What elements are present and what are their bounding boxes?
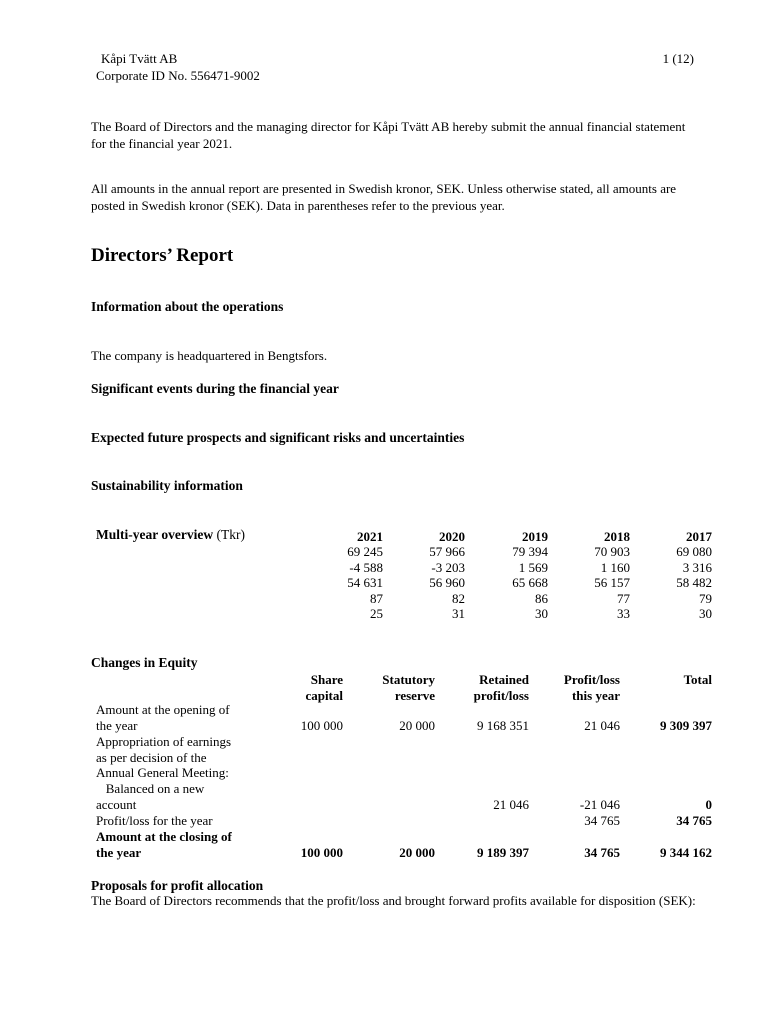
table-cell-total: 0	[705, 797, 712, 812]
column-header: Retained	[479, 672, 529, 687]
row-label: Appropriation of earnings	[96, 734, 232, 749]
company-name: Kåpi Tvätt AB	[101, 51, 178, 66]
column-header: Total	[683, 672, 712, 687]
row-label: Amount at the closing of	[96, 829, 232, 844]
intro-paragraph-2: All amounts in the annual report are presented in Swedish kronor, SEK. Unless otherwise stated, all amounts are posted in Swedish kronor (SEK). Data in parentheses refer to the previous year.	[91, 181, 677, 213]
operations-heading: Information about the operations	[91, 299, 284, 314]
report-title: Directors’ Report	[91, 245, 234, 266]
row-label: Annual General Meeting:	[96, 765, 229, 780]
equity-title: Changes in Equity	[91, 655, 198, 670]
table-cell: 20 000	[399, 718, 435, 733]
table-cell: 3 316	[682, 560, 712, 575]
table-cell: 25	[370, 606, 383, 621]
table-cell: 54 631	[347, 575, 383, 590]
column-header: profit/loss	[473, 688, 529, 703]
table-cell: 86	[535, 591, 548, 606]
table-cell: -21 046	[579, 797, 620, 812]
table-cell: 100 000	[300, 845, 343, 860]
column-header: this year	[571, 688, 620, 703]
table-cell: 34 765	[584, 845, 620, 860]
row-label: Balanced on a new	[96, 781, 205, 796]
table-cell: 100 000	[300, 718, 343, 733]
corporate-id: Corporate ID No. 556471-9002	[96, 68, 260, 83]
table-cell: -3 203	[431, 560, 465, 575]
table-cell: 57 966	[429, 544, 465, 559]
row-label: account	[96, 797, 137, 812]
events-heading: Significant events during the financial year	[91, 381, 339, 396]
table-cell: 31	[452, 606, 465, 621]
column-header: Statutory	[382, 672, 435, 687]
table-cell: 1 160	[600, 560, 630, 575]
table-cell: 34 765	[584, 813, 620, 828]
multiyear-title-main: Multi-year overview	[96, 527, 214, 542]
table-cell: 77	[617, 591, 630, 606]
table-cell: 87	[370, 591, 383, 606]
sustainability-heading: Sustainability information	[91, 478, 243, 493]
multiyear-title	[96, 527, 245, 543]
column-header: reserve	[394, 688, 435, 703]
table-cell: 65 668	[512, 575, 548, 590]
table-cell-total: 9 344 162	[660, 845, 712, 860]
multiyear-title-unit: (Tkr)	[213, 527, 245, 542]
table-cell: 70 903	[594, 544, 630, 559]
intro-paragraph-1: The Board of Directors and the managing director for Kåpi Tvätt AB hereby submit the annual financial statement for the financial year 2021.	[91, 119, 686, 151]
proposals-text: The Board of Directors recommends that the profit/loss and brought forward profits available for disposition (SEK):	[91, 893, 696, 908]
column-header: Profit/loss	[563, 672, 620, 687]
column-header: capital	[305, 688, 343, 703]
year-header: 2021	[357, 529, 383, 544]
table-cell: 58 482	[676, 575, 712, 590]
prospects-heading: Expected future prospects and significant risks and uncertainties	[91, 430, 465, 445]
table-cell: 9 168 351	[477, 718, 529, 733]
row-label: Amount at the opening of	[96, 702, 230, 717]
table-cell: 33	[617, 606, 630, 621]
year-header: 2020	[439, 529, 465, 544]
year-header: 2017	[686, 529, 712, 544]
row-label: the year	[96, 845, 142, 860]
page-number: 1 (12)	[662, 51, 694, 66]
column-header: Share	[310, 672, 343, 687]
proposals-title: Proposals for profit allocation	[91, 878, 264, 893]
table-cell: 79	[699, 591, 712, 606]
table-cell: 1 569	[518, 560, 548, 575]
table-cell: 21 046	[584, 718, 620, 733]
table-cell: 21 046	[493, 797, 529, 812]
year-header: 2019	[522, 529, 548, 544]
table-cell: 69 080	[676, 544, 712, 559]
table-cell: 69 245	[347, 544, 383, 559]
table-cell: 56 960	[429, 575, 465, 590]
table-cell-total: 9 309 397	[660, 718, 712, 733]
table-cell: 30	[699, 606, 712, 621]
row-label: Profit/loss for the year	[96, 813, 213, 828]
year-header: 2018	[604, 529, 630, 544]
table-cell: 9 189 397	[477, 845, 529, 860]
table-cell: 79 394	[512, 544, 548, 559]
operations-text: The company is headquartered in Bengtsfors.	[91, 348, 328, 363]
table-cell: 30	[535, 606, 548, 621]
table-cell: 20 000	[399, 845, 435, 860]
table-cell-total: 34 765	[676, 813, 712, 828]
table-cell: 56 157	[594, 575, 630, 590]
row-label: the year	[96, 718, 138, 733]
table-cell: -4 588	[349, 560, 383, 575]
row-label: as per decision of the	[96, 750, 207, 765]
table-cell: 82	[452, 591, 465, 606]
